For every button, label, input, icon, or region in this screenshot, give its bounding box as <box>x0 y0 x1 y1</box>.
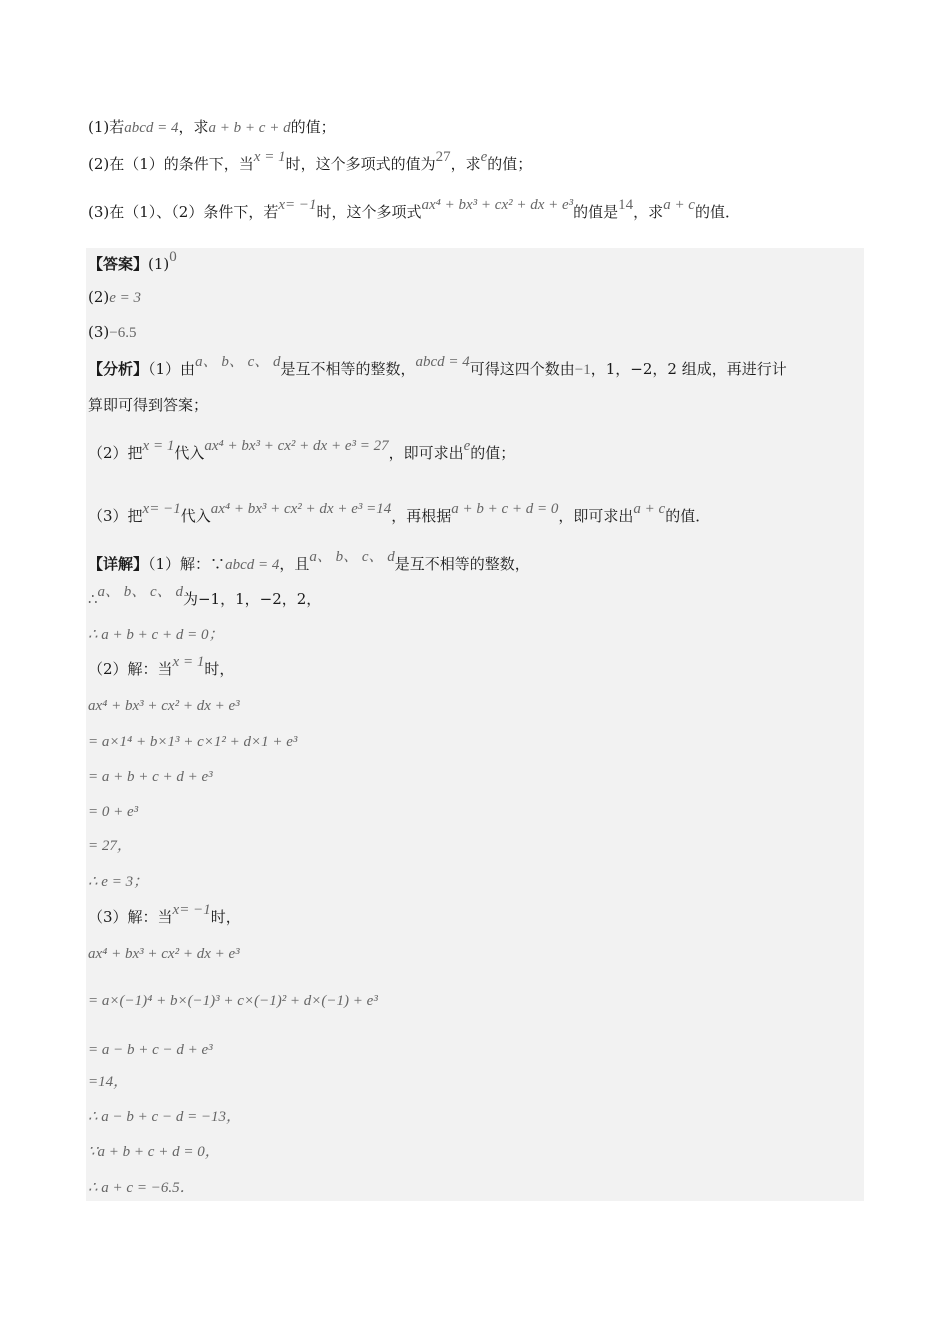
q3-prefix: (3)在（1）、（2）条件下，若 <box>88 203 279 221</box>
detail-line-17 <box>88 1144 220 1160</box>
detail-line-4 <box>88 654 235 678</box>
detail-line-12 <box>88 946 240 962</box>
analysis-text: 是互不相等的整数， <box>280 360 416 378</box>
analysis-text: 代入 <box>174 444 205 462</box>
detail-line-15 <box>88 1074 128 1090</box>
detail-text: 是互不相等的整数， <box>394 555 530 573</box>
analysis-line-4 <box>88 501 711 525</box>
answer-1-value: 0 <box>169 249 177 265</box>
analysis-text: 的值； <box>470 444 516 462</box>
detail-text: ，且 <box>279 555 310 573</box>
detail-line-8 <box>88 804 138 820</box>
detail-line-16 <box>88 1109 241 1125</box>
detail-line-18 <box>88 1180 195 1196</box>
detail-text: 时， <box>204 660 235 678</box>
detail-formula: ∵a + b + c + d = 0， <box>88 1144 220 1160</box>
detail-formula: = a×1⁴ + b×1³ + c×1² + d×1 + e³ <box>88 734 298 750</box>
analysis-x-value: x = 1 <box>142 438 175 454</box>
detail-line-7 <box>88 769 213 785</box>
analysis-line-3 <box>88 438 516 462</box>
answer-3-prefix: (3) <box>88 323 110 341</box>
analysis-number: −1 <box>574 362 591 378</box>
question-1 <box>88 120 336 136</box>
q3-mid1: 时，这个多项式 <box>316 203 422 221</box>
analysis-text: ，再根据 <box>391 507 452 525</box>
analysis-equation: a + b + c + d = 0 <box>451 501 559 517</box>
answer-line-1 <box>88 249 177 273</box>
detail-x-value: x = 1 <box>172 654 205 670</box>
detail-formula: ∴ a + b + c + d = 0； <box>88 627 224 643</box>
detail-formula: ∴ e = 3； <box>88 874 149 890</box>
analysis-expression: a + c <box>633 501 666 517</box>
q3-suffix: 的值． <box>694 203 740 221</box>
detail-x-value: x= −1 <box>172 902 211 918</box>
q3-value: 14 <box>618 197 634 213</box>
q2-mid1: 时，这个多项式的值为 <box>285 155 436 173</box>
detail-label: 【详解】 <box>88 555 149 573</box>
analysis-text: ，1，−2，2 组成，再进行计 <box>590 360 787 378</box>
detail-text: 为−1，1，−2，2， <box>182 590 322 608</box>
detail-formula: ax⁴ + bx³ + cx² + dx + e³ <box>88 946 240 962</box>
detail-formula: ∴ a − b + c − d = −13， <box>88 1109 242 1125</box>
answer-label: 【答案】 <box>88 255 149 273</box>
q2-value: 27 <box>435 149 451 165</box>
analysis-text: （1）由 <box>148 360 196 378</box>
answer-2-prefix: (2) <box>88 288 110 306</box>
detail-formula: = 27， <box>88 838 132 854</box>
detail-line-6 <box>88 734 297 750</box>
analysis-text: ，即可求出 <box>388 444 464 462</box>
analysis-variable: e <box>463 438 471 454</box>
analysis-text: 的值． <box>665 507 711 525</box>
analysis-text: ，即可求出 <box>558 507 634 525</box>
detail-line-9 <box>88 838 132 854</box>
analysis-vars: a、 b、 c、 d <box>195 354 281 370</box>
analysis-line-1 <box>88 354 787 378</box>
detail-formula: ax⁴ + bx³ + cx² + dx + e³ <box>88 698 240 714</box>
analysis-text: 代入 <box>180 507 211 525</box>
answer-1-prefix: (1) <box>148 255 170 273</box>
q2-x-value: x = 1 <box>253 149 286 165</box>
detail-line-14 <box>88 1042 213 1058</box>
q3-mid3: ，求 <box>633 203 664 221</box>
q2-suffix: 的值； <box>487 155 533 173</box>
detail-formula: =14， <box>88 1074 129 1090</box>
q1-mid: ，求 <box>178 118 209 136</box>
detail-line-3 <box>88 627 223 643</box>
analysis-text: 可得这四个数由 <box>469 360 575 378</box>
therefore-symbol: ∴ <box>88 592 98 608</box>
q3-x-value: x= −1 <box>278 197 317 213</box>
analysis-condition: abcd = 4 <box>415 354 470 370</box>
q2-variable: e <box>480 149 488 165</box>
q1-condition: abcd = 4 <box>124 120 179 136</box>
answer-3-value: −6.5 <box>109 325 137 341</box>
detail-text: （2）解：当 <box>88 660 173 678</box>
analysis-line-2 <box>88 398 208 413</box>
q3-mid2: 的值是 <box>573 203 619 221</box>
detail-text: （1）解：∵ <box>148 555 226 573</box>
analysis-x-value: x= −1 <box>142 501 181 517</box>
detail-formula: = a×(−1)⁴ + b×(−1)³ + c×(−1)² + d×(−1) + e³ <box>88 993 378 1009</box>
detail-formula: = a + b + c + d + e³ <box>88 769 213 785</box>
detail-line-5 <box>88 698 240 714</box>
detail-vars: a、 b、 c、 d <box>309 549 395 565</box>
detail-formula: = a − b + c − d + e³ <box>88 1042 213 1058</box>
solution-box <box>86 248 864 1201</box>
detail-text: 时， <box>210 908 241 926</box>
detail-line-10 <box>88 874 148 890</box>
detail-line-13 <box>88 993 378 1009</box>
detail-condition: abcd = 4 <box>225 557 280 573</box>
detail-formula: = 0 + e³ <box>88 804 139 820</box>
detail-line-11 <box>88 902 241 926</box>
q2-prefix: (2)在（1）的条件下，当 <box>88 155 254 173</box>
detail-line-2 <box>88 584 322 608</box>
detail-text: （3）解：当 <box>88 908 173 926</box>
q2-mid2: ，求 <box>450 155 481 173</box>
detail-formula: ∴ a + c = −6.5． <box>88 1180 195 1196</box>
detail-vars: a、 b、 c、 d <box>97 584 183 600</box>
q1-expression: a + b + c + d <box>208 120 291 136</box>
answer-2-value: e = 3 <box>109 290 142 306</box>
analysis-equation: ax⁴ + bx³ + cx² + dx + e³ = 27 <box>204 438 389 454</box>
q3-polynomial: ax⁴ + bx³ + cx² + dx + e³ <box>421 197 574 213</box>
analysis-text: 算即可得到答案； <box>88 396 209 414</box>
analysis-text: （2）把 <box>88 444 143 462</box>
answer-line-3 <box>88 325 136 341</box>
analysis-label: 【分析】 <box>88 360 149 378</box>
q3-expression: a + c <box>663 197 695 213</box>
q1-prefix: (1)若 <box>88 118 125 136</box>
question-2 <box>88 149 533 173</box>
q1-suffix: 的值； <box>290 118 336 136</box>
detail-line-1 <box>88 549 530 573</box>
analysis-equation: ax⁴ + bx³ + cx² + dx + e³ =14 <box>210 501 392 517</box>
question-3 <box>88 197 740 221</box>
answer-line-2 <box>88 290 141 306</box>
analysis-text: （3）把 <box>88 507 143 525</box>
